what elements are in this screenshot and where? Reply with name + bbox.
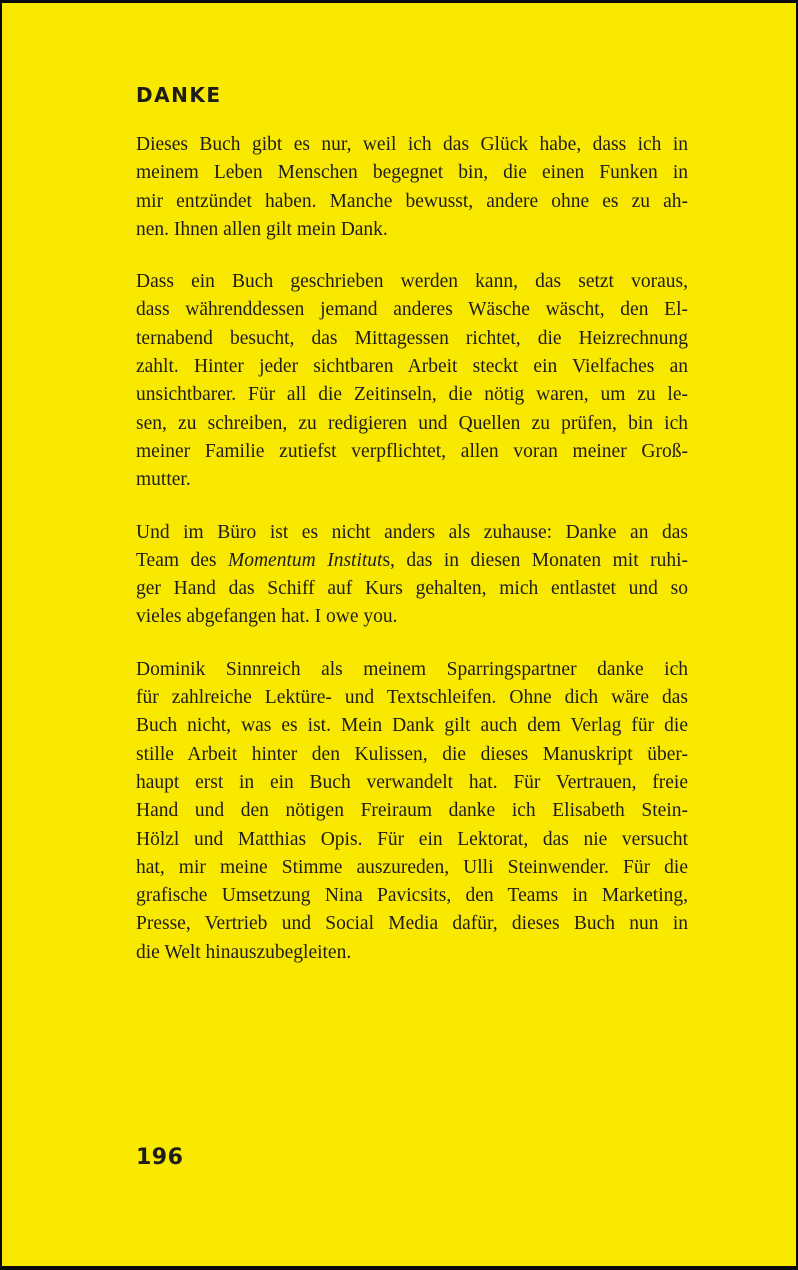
text-line: unsichtbarer. Für all die Zeitinseln, die nötig waren, um zu le- bbox=[136, 384, 688, 406]
text-line: ger Hand das Schiff auf Kurs gehalten, mich entlastet und so bbox=[136, 578, 688, 600]
text-line: Hölzl und Matthias Opis. Für ein Lektorat, das nie versucht bbox=[136, 828, 688, 850]
text-line: mir entzündet haben. Manche bewusst, andere ohne es zu ah- bbox=[136, 190, 688, 212]
paragraph bbox=[136, 131, 688, 244]
page-number: 196 bbox=[136, 1145, 184, 1170]
text-line: mutter. bbox=[136, 469, 191, 491]
paragraph bbox=[136, 656, 688, 967]
text-line: für zahlreiche Lektüre- und Textschleifen. Ohne dich wäre das bbox=[136, 687, 688, 709]
italic-institution-name: Momentum Institut bbox=[227, 549, 383, 571]
text-segment: Team des bbox=[136, 549, 228, 571]
text-line: Dieses Buch gibt es nur, weil ich das Glück habe, dass ich in bbox=[136, 134, 688, 155]
text-line: hat, mir meine Stimme auszureden, Ulli Steinwender. Für die bbox=[136, 856, 688, 878]
text-line: nen. Ihnen allen gilt mein Dank. bbox=[136, 218, 388, 240]
text-line: haupt erst in ein Buch verwandelt hat. Für Vertrauen, freie bbox=[136, 771, 688, 793]
page-heading: DANKE bbox=[136, 83, 222, 107]
text-line: Buch nicht, was es ist. Mein Dank gilt auch dem Verlag für die bbox=[136, 715, 688, 737]
text-line: stille Arbeit hinter den Kulissen, die dieses Manuskript über- bbox=[136, 743, 688, 765]
text-line: grafische Umsetzung Nina Pavicsits, den Teams in Marketing, bbox=[136, 885, 688, 907]
text-line: ternabend besucht, das Mittagessen richtet, die Heizrechnung bbox=[136, 327, 688, 349]
text-line: vieles abgefangen hat. I owe you. bbox=[136, 606, 398, 628]
paragraph bbox=[136, 519, 688, 632]
text-line: Presse, Vertrieb und Social Media dafür, dieses Buch nun in bbox=[136, 913, 688, 935]
text-line: Und im Büro ist es nicht anders als zuhause: Danke an das bbox=[136, 521, 688, 543]
text-line: meiner Familie zutiefst verpflichtet, allen voran meiner Groß- bbox=[136, 440, 688, 462]
text-line: die Welt hinauszubegleiten. bbox=[136, 941, 352, 963]
text-line: dass währenddessen jemand anderes Wäsche wäscht, den El- bbox=[136, 299, 688, 321]
text-segment: s, das in diesen Monaten mit ruhi- bbox=[382, 549, 688, 571]
paragraph bbox=[136, 268, 688, 494]
text-line bbox=[136, 547, 688, 575]
text-line: meinem Leben Menschen begegnet bin, die einen Funken in bbox=[136, 162, 688, 184]
body-text bbox=[136, 131, 688, 991]
text-line: Dass ein Buch geschrieben werden kann, das setzt voraus, bbox=[136, 271, 688, 293]
text-line: Dominik Sinnreich als meinem Sparringspartner danke ich bbox=[136, 658, 688, 680]
text-line: zahlt. Hinter jeder sichtbaren Arbeit steckt ein Vielfaches an bbox=[136, 356, 688, 378]
text-line: Hand und den nötigen Freiraum danke ich Elisabeth Stein- bbox=[136, 800, 688, 822]
text-line: sen, zu schreiben, zu redigieren und Quellen zu prüfen, bin ich bbox=[136, 412, 688, 434]
